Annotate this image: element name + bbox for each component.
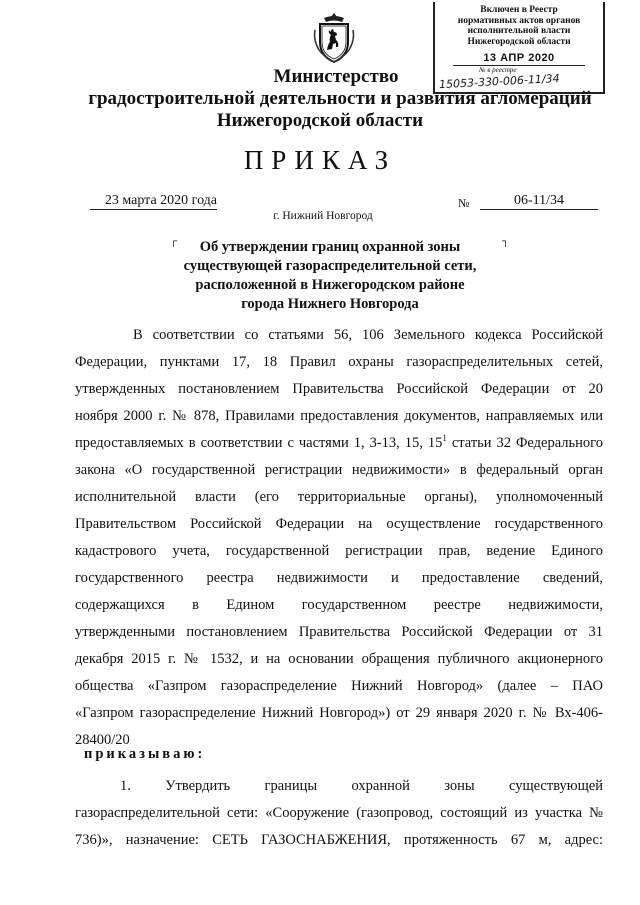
ministry-name-line-3: Нижегородской области [216,110,424,131]
stamp-line-2: нормативных актов органов [457,15,581,26]
preamble-line: утвержденными постановлением Правительства Российской Федерации от 31 [75,624,603,640]
preamble-line: «Газпром газораспределение Нижний Новгород») от 29 января 2020 г. № Вх-406- [75,705,603,721]
subject-line-1: Об утверждении границ охранной зоны [199,239,461,255]
stamp-line-3: исполнительной власти [467,26,571,36]
subject-line-3: расположенной в Нижегородском районе [195,277,465,293]
superscript: 1 [442,433,447,444]
preamble-line-part: предоставляемых в соответствии с частями 1, 3-13, 15, 15 [75,435,443,451]
preamble-line [75,430,603,457]
point-line: газораспределительной сети: «Сооружение (газопровод, состоящий из участка № [75,805,603,821]
document-subject [170,238,490,314]
preamble-line: кадастрового учета, государственной регистрации прав, ведение Единого [75,543,603,559]
preamble-line: содержащихся в Едином государственном реестре недвижимости, [75,597,603,613]
order-word: приказываю: [84,746,206,762]
preamble-line: Федерации, пунктами 17, 18 Правил охраны газораспределительных сетей, [75,354,603,370]
point-line: 1. Утвердить границы охранной зоны существующей [120,778,603,794]
stamp-line-1: Включен в Реестр [480,5,558,15]
preamble-line: государственного реестра недвижимости и предоставление сведений, [75,570,603,586]
title-corner-left: ┌ [170,236,178,247]
preamble-line: В соответствии со статьями 56, 106 Земельного кодекса Российской [133,327,603,343]
preamble-line-tail: статьи 32 Федерального [446,435,603,451]
ministry-name-line-2: градостроительной деятельности и развития агломераций [88,88,592,109]
order-point-1 [75,773,603,854]
point-line: 736)», назначение: СЕТЬ ГАЗОСНАБЖЕНИЯ, протяженность 67 м, адрес: [75,832,603,848]
document-type-title: ПРИКАЗ [243,145,397,175]
preamble-line: общества «Газпром газораспределение Нижний Новгород» (далее – ПАО [75,678,603,694]
preamble-line: закона «О государственной регистрации недвижимости» в федеральный орган [75,462,603,478]
stamp-reg-number: 15053-330-006-11/34 [438,71,560,92]
subject-line-2: существующей газораспределительной сети, [183,258,477,274]
preamble-line: исполнительной власти (его территориальные органы), уполномоченный [75,489,603,505]
preamble-line: ноября 2000 г. № 878, Правилами предоставления документов, направляемых или [75,408,603,424]
document-city: г. Нижний Новгород [273,210,373,222]
stamp-reg-label: № в реестре [479,66,517,74]
preamble-line: утвержденных постановлением Правительства Российской Федерации от 20 [75,381,603,397]
title-corner-right: ┐ [502,236,510,247]
document-date: 23 марта 2020 года [90,193,217,210]
stamp-line-4: Нижегородской области [467,36,571,47]
subject-line-4: города Нижнего Новгорода [241,296,419,312]
ministry-name-line-1: Министерство [273,66,399,87]
stamp-date: 13 АПР 2020 [483,52,555,64]
preamble-line: декабря 2015 г. № 1532, и на основании обращения публичного акционерного [75,651,603,667]
preamble-line: 28400/20 [75,732,130,748]
preamble-text [75,322,603,754]
preamble-line: Правительством Российской Федерации на осуществление государственного [75,516,603,532]
document-number: 06-11/34 [480,193,598,210]
document-number-label: № [458,196,470,210]
coat-of-arms-icon [312,10,356,66]
